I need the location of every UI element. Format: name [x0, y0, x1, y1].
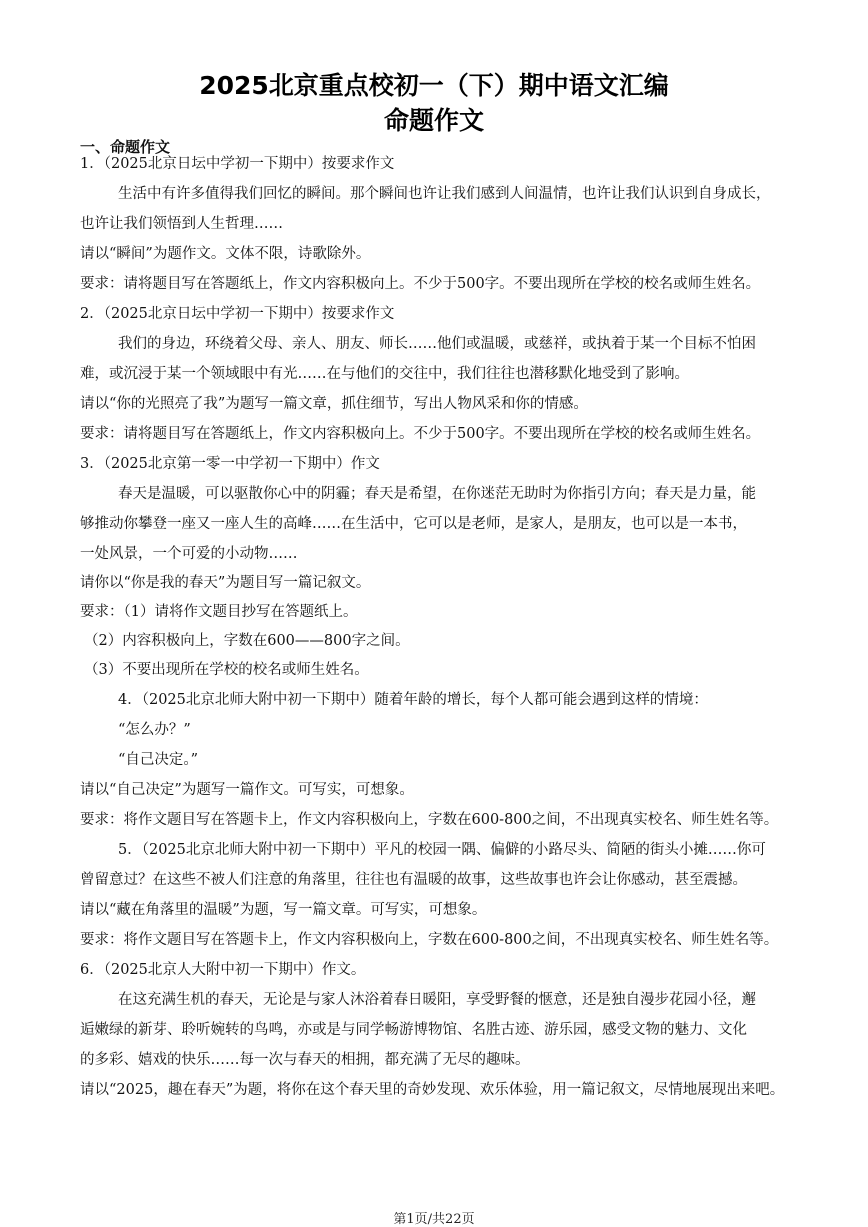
question-1-heading: 1．（2025北京日坛中学初一下期中）按要求作文 [80, 156, 395, 172]
question-2-instruction: 请以“你的光照亮了我”为题写一篇文章，抓住细节，写出人物风采和你的情感。 [80, 396, 588, 412]
section-heading: 一、命题作文 [80, 138, 171, 156]
question-6-prompt-line: 逅嫩绿的新芽、聆听婉转的鸟鸣，亦或是与同学畅游博物馆、名胜古迹、游乐园，感受文物的魅力、文化 [80, 1022, 747, 1038]
question-4-heading: 4．（2025北京北师大附中初一下期中）随着年龄的增长，每个人都可能会遇到这样的情境： [118, 692, 708, 708]
question-3-prompt-line: 够推动你攀登一座又一座人生的高峰……在生活中，它可以是老师，是家人，是朋友，也可以是一本书， [80, 516, 747, 532]
question-2-prompt-line: 我们的身边，环绕着父母、亲人、朋友、师长……他们或温暖，或慈祥，或执着于某一个目标不怕困 [118, 336, 756, 352]
question-1-instruction: 请以“瞬间”为题作文。文体不限，诗歌除外。 [80, 246, 371, 262]
question-6-prompt-line: 在这充满生机的春天，无论是与家人沐浴着春日暖阳，享受野餐的惬意，还是独自漫步花园小径，邂 [118, 992, 756, 1008]
question-1-prompt-line: 也许让我们领悟到人生哲理…… [80, 216, 283, 232]
question-6-heading: 6．（2025北京人大附中初一下期中）作文。 [80, 962, 366, 978]
document-title: 2025北京重点校初一（下）期中语文汇编 [199, 71, 669, 100]
document-subtitle: 命题作文 [383, 106, 484, 135]
question-2-heading: 2．（2025北京日坛中学初一下期中）按要求作文 [80, 306, 395, 322]
question-3-heading: 3．（2025北京第一零一中学初一下期中）作文 [80, 456, 380, 472]
question-3-requirement: （2）内容积极向上，字数在600——800字之间。 [84, 633, 410, 649]
page-number: 第1页/共22页 [393, 1212, 475, 1227]
question-4-quote: “自己决定。” [118, 752, 199, 768]
question-5-requirement: 要求：将作文题目写在答题卡上，作文内容积极向上，字数在600-800之间，不出现真实校名、师生姓名等。 [80, 932, 779, 948]
question-6-prompt-line: 的多彩、嬉戏的快乐……每一次与春天的相拥，都充满了无尽的趣味。 [80, 1052, 530, 1068]
question-3-requirement: （3）不要出现所在学校的校名或师生姓名。 [84, 662, 369, 678]
question-3-instruction: 请你以“你是我的春天”为题目写一篇记叙文。 [80, 575, 371, 591]
question-2-requirement: 要求：请将题目写在答题纸上，作文内容积极向上。不少于500字。不要出现所在学校的校名或师生姓名。 [80, 426, 761, 442]
question-5-prompt-line: 曾留意过？在这些不被人们注意的角落里，往往也有温暖的故事，这些故事也许会让你感动，甚至震撼。 [80, 872, 747, 888]
question-1-prompt-line: 生活中有许多值得我们回忆的瞬间。那个瞬间也许让我们感到人间温情，也许让我们认识到自身成长， [118, 186, 771, 202]
question-4-quote: “怎么办？” [118, 722, 191, 738]
question-4-requirement: 要求：将作文题目写在答题卡上，作文内容积极向上，字数在600-800之间，不出现真实校名、师生姓名等。 [80, 812, 779, 828]
question-5-instruction: 请以“藏在角落里的温暖”为题，写一篇文章。可写实，可想象。 [80, 902, 487, 918]
question-6-instruction: 请以“2025，趣在春天”为题，将你在这个春天里的奇妙发现、欢乐体验，用一篇记叙文，尽情地展现出来吧。 [80, 1082, 785, 1098]
question-2-prompt-line: 难，或沉浸于某一个领域眼中有光……在与他们的交往中，我们往往也潜移默化地受到了影响。 [80, 366, 689, 382]
question-3-prompt-line: 春天是温暖，可以驱散你心中的阴霾；春天是希望，在你迷茫无助时为你指引方向；春天是力量，能 [118, 486, 756, 502]
question-3-requirement: 要求：（1）请将作文题目抄写在答题纸上。 [80, 604, 358, 620]
question-3-prompt-line: 一处风景，一个可爱的小动物…… [80, 546, 298, 562]
question-4-instruction: 请以“自己决定”为题写一篇作文。可写实，可想象。 [80, 782, 414, 798]
question-1-requirement: 要求：请将题目写在答题纸上，作文内容积极向上。不少于500字。不要出现所在学校的校名或师生姓名。 [80, 276, 761, 292]
question-5-heading: 5．（2025北京北师大附中初一下期中）平凡的校园一隅、偏僻的小路尽头、简陋的街头小摊……你可 [118, 842, 766, 858]
